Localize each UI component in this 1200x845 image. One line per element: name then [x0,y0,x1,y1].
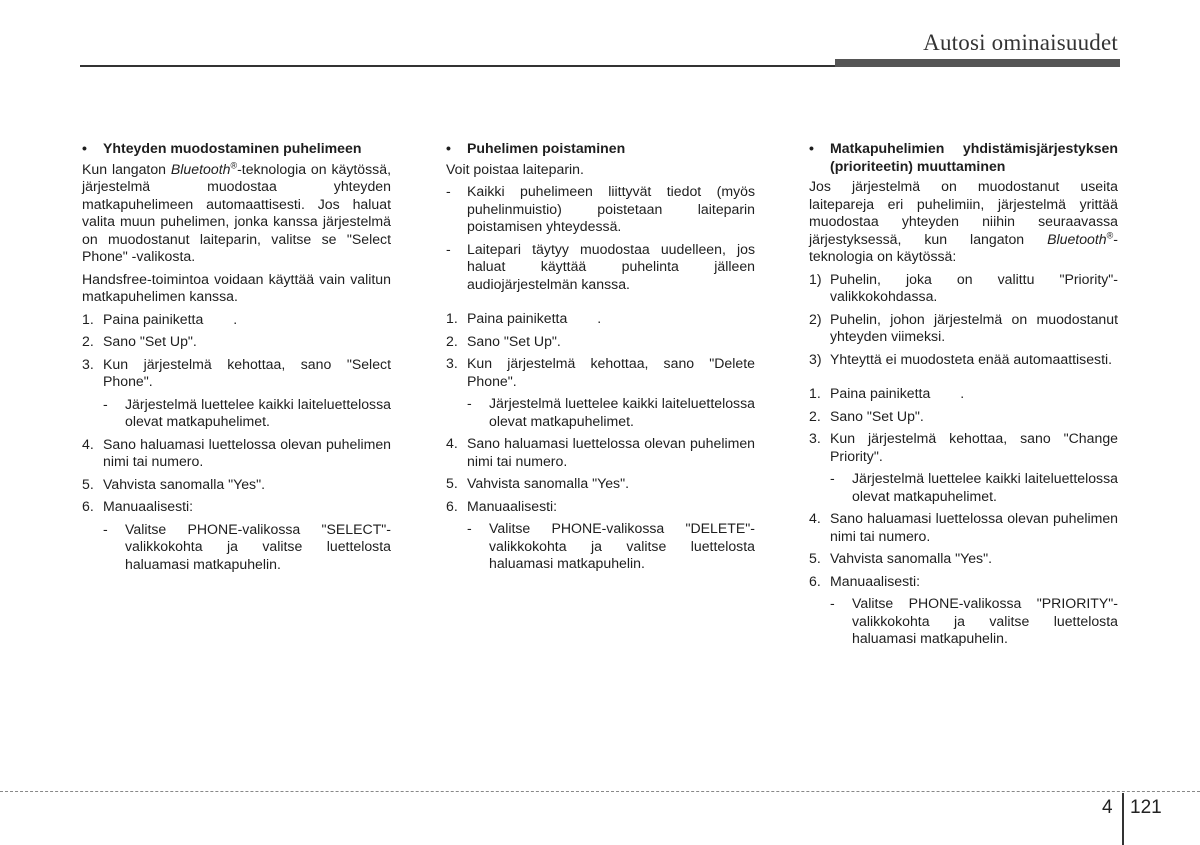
page-number-divider [1122,793,1124,845]
step-list [82,436,391,516]
step-list [446,435,755,515]
list-item: 5. Vahvista sanomalla "Yes". [82,475,265,492]
list-item: - Kaikki puhelimeen liittyvät tiedot (myös puhelinmuistio) poistetaan laiteparin poistamisen yhteydessä. [446,183,755,234]
right-column [809,138,1118,653]
list-item: 3) Yhteyttä ei muodosteta enää automaattisesti. [809,350,1113,367]
list-item: 2) Puhelin, johon järjestelmä on muodostanut yhteyden viimeksi. [809,310,1118,344]
paragraph: Kun langaton Bluetooth®-teknologia on käytössä, järjestelmä muodostaa yhteyden matkapuhelimeen automaattisesti. Jos haluat valita muun puhelimen, jonka kanssa järjestelmä on muodostanut laiteparin, valitse se "Select Phone" -valikosta. [82,159,391,264]
left-column [82,138,391,578]
sub-item: - Järjestelmä luettelee kaikki laiteluettelossa olevat matkapuhelimet. [830,470,1118,504]
section-heading [809,140,1118,175]
sub-item: - Järjestelmä luettelee kaikki laiteluettelossa olevat matkapuhelimet. [103,395,391,429]
list-item: 5. Vahvista sanomalla "Yes". [446,475,629,491]
section-heading-text: Matkapuhelimien yhdistämisjärjestyksen (prioriteetin) muuttaminen [830,140,1118,174]
list-item: 3. Kun järjestelmä kehottaa, sano "Delete Phone". [446,355,755,389]
list-item: 1. Paina painiketta . [82,310,238,327]
paragraph: Voit poistaa laiteparin. [446,160,584,177]
brand-name: Bluetooth [170,160,231,177]
list-item: 3. Kun järjestelmä kehottaa, sano "Change Priority". [809,430,1118,464]
list-item: 3. Kun järjestelmä kehottaa, sano "Select Phone". [82,355,391,389]
bullet-icon: • [82,140,87,156]
sub-item: - Valitse PHONE-valikossa "PRIORITY"-valikkokohta ja valitse luettelosta haluamasi matkapuhelin. [830,595,1118,646]
step-list [82,311,391,391]
header-rule-thick [835,59,1120,67]
list-item: 1. Paina painiketta . [809,385,965,401]
priority-list [809,271,1118,369]
brand-name: Bluetooth [1047,230,1107,247]
section-heading [82,140,391,158]
sub-item: - Järjestelmä luettelee kaikki laiteluettelossa olevat matkapuhelimet. [467,395,755,429]
section-heading-text: Yhteyden muodostaminen puhelimeen [103,140,362,156]
page-header-title: Autosi ominaisuudet [923,30,1118,55]
list-item: 5. Vahvista sanomalla "Yes". [809,550,992,566]
list-item: 2. Sano "Set Up". [446,332,561,349]
paragraph: Handsfree-toimintoa voidaan käyttää vain valitun matkapuhelimen kanssa. [82,270,391,304]
section-heading [446,140,755,158]
footer-dashed-rule [0,791,1200,792]
list-item: 4. Sano haluamasi luettelossa olevan puhelimen nimi tai numero. [809,510,1118,544]
sub-item: - Valitse PHONE-valikossa "DELETE"-valikkokohta ja valitse luettelosta haluamasi matkapuhelin. [467,520,755,571]
page-number: 121 [1130,797,1162,818]
list-item: 6. Manuaalisesti: [809,572,921,589]
step-list [446,310,755,390]
step-list [809,510,1118,590]
list-item: 1. Paina painiketta . [446,310,602,326]
dash-list [446,183,755,293]
header-rule-thin [80,65,835,67]
list-item: 6. Manuaalisesti: [82,498,194,514]
middle-column [446,138,755,578]
bullet-icon: • [446,140,451,156]
bullet-icon: • [809,140,814,156]
list-item: 6. Manuaalisesti: [446,497,558,514]
chapter-number: 4 [1102,797,1113,818]
list-item: 2. Sano "Set Up". [809,407,924,424]
list-item: 1) Puhelin, joka on valittu "Priority"-valikkokohdassa. [809,270,1118,304]
list-item: 4. Sano haluamasi luettelossa olevan puhelimen nimi tai numero. [446,435,755,469]
step-list [809,385,1118,465]
paragraph: Jos järjestelmä on muodostanut useita laitepareja eri puhelimiin, järjestelmä yrittää muodostaa yhteyden niihin seuraavassa järjestyksessä, kun langaton Bluetooth®-teknologia on käytössä: [809,178,1118,264]
list-item: - Laitepari täytyy muodostaa uudelleen, jos haluat käyttää puhelinta jälleen audiojärjestelmän kanssa. [446,240,755,292]
sub-item: - Valitse PHONE-valikossa "SELECT"-valikkokohta ja valitse luettelosta haluamasi matkapuhelin. [103,520,391,572]
list-item: 4. Sano haluamasi luettelossa olevan puhelimen nimi tai numero. [82,435,391,469]
section-heading-text: Puhelimen poistaminen [467,140,626,156]
list-item: 2. Sano "Set Up". [82,333,197,349]
